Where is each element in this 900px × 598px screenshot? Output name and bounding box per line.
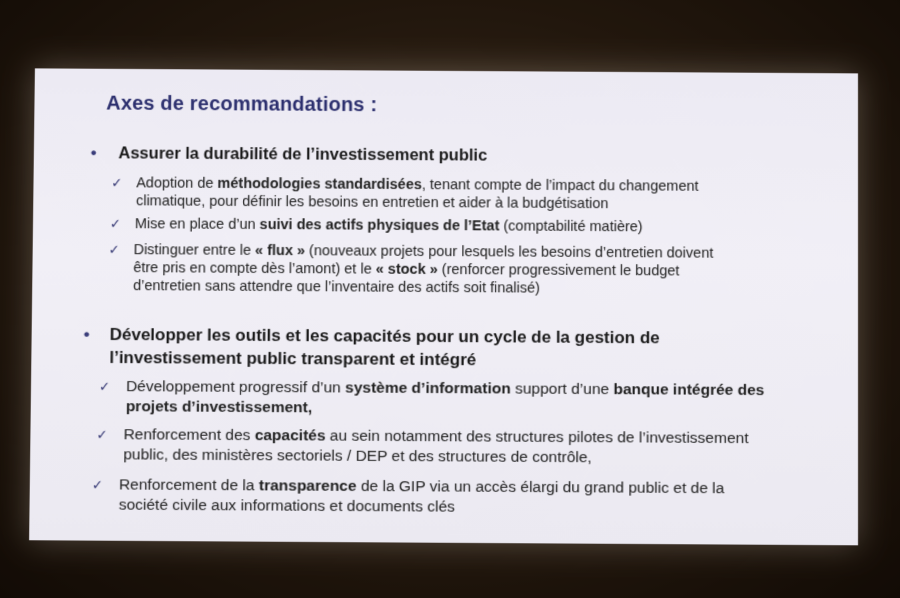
item-text (135, 215, 643, 236)
check-icon: ✓ (111, 175, 123, 191)
check-icon: ✓ (99, 378, 111, 395)
text-run: Distinguer entre le (133, 242, 256, 259)
section1-item-1 (111, 174, 699, 213)
item-text (133, 241, 713, 298)
text-run: , tenant compte de l’impact du changement (421, 177, 699, 195)
section2-heading (83, 323, 784, 373)
text-run: Renforcement de la (118, 476, 259, 495)
check-icon: ✓ (96, 427, 108, 443)
text-run: Mise en place d’un (134, 216, 260, 233)
text-run: Développer les outils et les capacités pour un cycle de la gestion de (109, 324, 660, 348)
text-run: l’investissement public transparent et intégré (109, 347, 477, 370)
text-run: Développement progressif d’un (125, 378, 346, 397)
text-run: support d’une (510, 380, 614, 399)
text-run: public, des ministères sectoriels / DEP et des structures de contrôle, (123, 446, 592, 467)
text-run: climatique, pour définir les besoins en entretien et aider à la budgétisation (135, 193, 609, 213)
text-run: (nouveaux projets pour lesquels les besoins d’entretien doivent (304, 243, 714, 262)
section2-item-2 (96, 425, 748, 469)
bullet-dot: • (83, 324, 90, 344)
bold-run: banque intégrée des (613, 381, 765, 400)
bold-run: capacités (254, 427, 326, 445)
section2-item-1 (99, 377, 765, 421)
item-text (126, 377, 765, 421)
section1-heading-text: Assurer la durabilité de l’investissement public (118, 144, 488, 165)
text-run: (comptabilité matière) (499, 218, 643, 236)
check-icon: ✓ (109, 216, 121, 232)
section1-item-3 (108, 241, 713, 299)
section2-heading-text (109, 323, 660, 372)
text-run: Adoption de (136, 175, 218, 192)
projection-screen (29, 68, 858, 545)
bold-run: « flux » (255, 242, 306, 260)
section1-item-2 (110, 215, 643, 236)
check-icon: ✓ (108, 242, 120, 258)
bold-run: méthodologies standardisées (217, 175, 422, 194)
text-run: société civile aux informations et documents clés (118, 496, 455, 516)
text-run: (renforcer progressivement le budget (437, 261, 680, 280)
text-run: Renforcement des (123, 426, 255, 445)
bold-run: transparence (258, 477, 357, 495)
text-run: d’entretien sans attendre que l’inventaire des actifs soit finalisé) (133, 278, 541, 297)
section1-heading (91, 144, 488, 165)
item-text (123, 425, 748, 469)
bold-run: « stock » (375, 261, 438, 278)
section2-item-3 (92, 475, 725, 519)
bold-run: système d’information (345, 379, 511, 398)
bold-run: projets d’investissement, (125, 398, 313, 417)
bold-run: suivi des actifs physiques de l’Etat (259, 217, 500, 235)
bullet-dot: • (90, 144, 97, 163)
slide-title: Axes de recommandations : (106, 92, 378, 117)
text-run: être pris en compte dès l’amont) et le (133, 260, 376, 278)
check-icon: ✓ (91, 477, 103, 493)
text-run: au sein notamment des structures pilotes de l’investissement (325, 427, 749, 448)
item-text (119, 475, 725, 519)
item-text (136, 174, 699, 213)
text-run: de la GIP via un accès élargi du grand public et de la (356, 477, 725, 498)
